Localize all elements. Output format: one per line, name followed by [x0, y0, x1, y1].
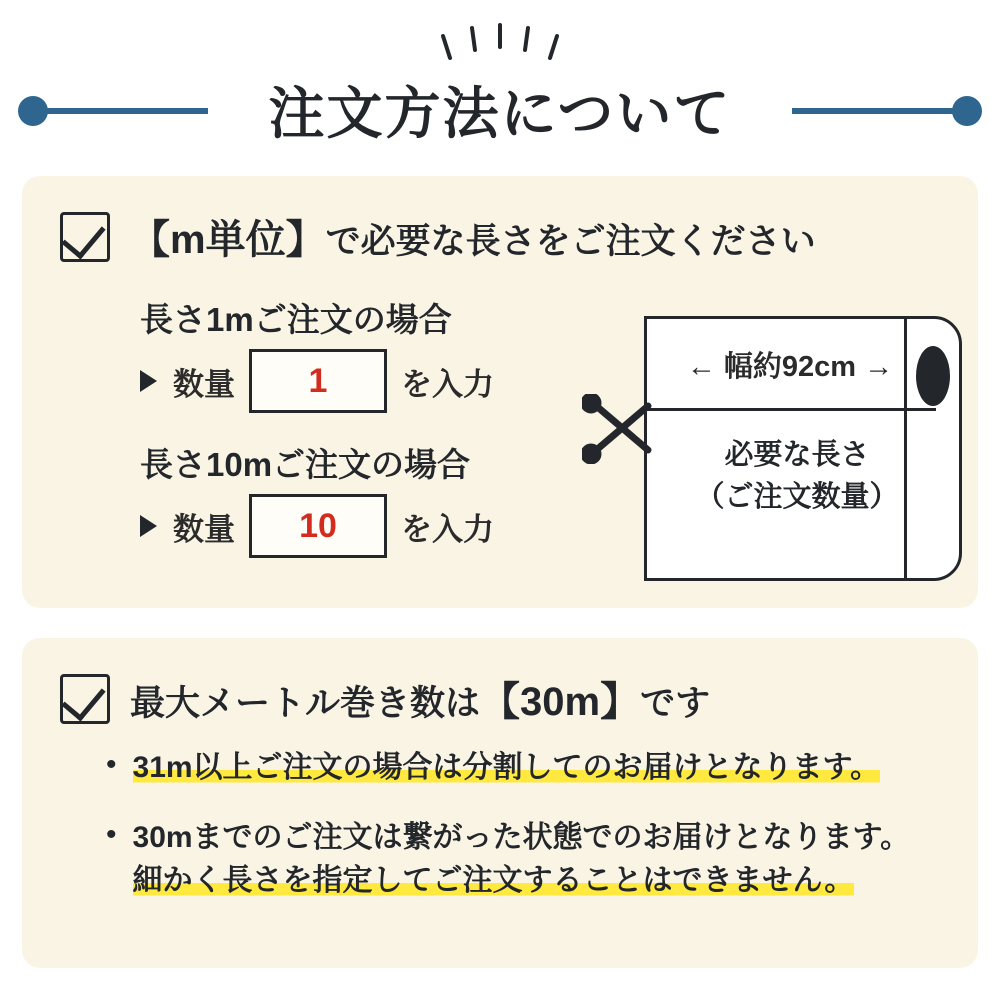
max-heading-pre: 最大メートル巻き数は	[130, 684, 481, 723]
quantity-input-1[interactable]: 1	[249, 349, 387, 413]
order-unit-rest: で必要な長さをご注文ください	[325, 222, 816, 261]
bullet-text-2-line1: 30mまでのご注文は繋がった状態でのお届けとなります。	[132, 820, 911, 854]
bullet-marker: •	[106, 817, 117, 851]
order-method-panel	[22, 176, 978, 608]
roll-caption-line1: 必要な長さ	[724, 439, 870, 471]
bullet-text-1	[133, 746, 881, 790]
order-example-1-suffix: を入力	[401, 366, 494, 402]
max-heading-post: です	[640, 684, 711, 723]
roll-fold-line	[644, 408, 936, 411]
bullet-marker: •	[106, 748, 117, 781]
scissors-icon	[582, 394, 660, 464]
max-heading-bracket: 【30m】	[480, 680, 641, 724]
order-example-1	[140, 294, 580, 413]
triangle-bullet-icon	[140, 370, 157, 392]
order-example-2	[140, 439, 580, 558]
max-length-panel	[22, 638, 978, 968]
max-length-heading	[22, 638, 978, 727]
order-example-2-prefix: 数量	[173, 511, 235, 547]
order-method-heading-text	[130, 208, 816, 265]
order-examples	[140, 294, 580, 584]
order-example-2-suffix: を入力	[401, 511, 494, 547]
order-unit-bracket: 【m単位】	[130, 218, 326, 262]
sparkle-burst-icon	[440, 22, 560, 67]
roll-width-label: ← 幅約92cm →	[686, 351, 894, 383]
bullet-text-2-line2: 細かく長さを指定してご注文することはできません。	[132, 864, 855, 897]
triangle-bullet-icon	[140, 515, 157, 537]
wallpaper-roll-illustration	[578, 316, 968, 586]
order-method-heading	[22, 176, 978, 265]
order-example-1-prefix: 数量	[173, 366, 235, 402]
quantity-input-2[interactable]: 10	[249, 494, 387, 558]
order-example-2-title: 長さ10mご注文の場合	[140, 446, 471, 483]
page-title	[0, 72, 1000, 148]
roll-caption-line2: （ご注文数量）	[695, 481, 899, 514]
max-length-heading-text	[130, 670, 710, 727]
order-example-1-row	[140, 349, 580, 413]
checkmark-icon	[60, 674, 110, 724]
order-example-2-row	[140, 494, 580, 558]
page-header	[0, 0, 1000, 160]
list-item	[106, 746, 956, 790]
max-length-bullets	[106, 746, 956, 929]
roll-length-caption	[656, 434, 938, 518]
checkmark-icon	[60, 212, 110, 262]
bullet-text-2	[133, 816, 911, 903]
bullet-text-1-line: 31m以上ご注文の場合は分割してのお届けとなります。	[132, 751, 881, 784]
order-example-1-title: 長さ1mご注文の場合	[140, 301, 452, 338]
page-title-text: 注文方法について	[268, 82, 732, 145]
list-item	[106, 816, 956, 903]
